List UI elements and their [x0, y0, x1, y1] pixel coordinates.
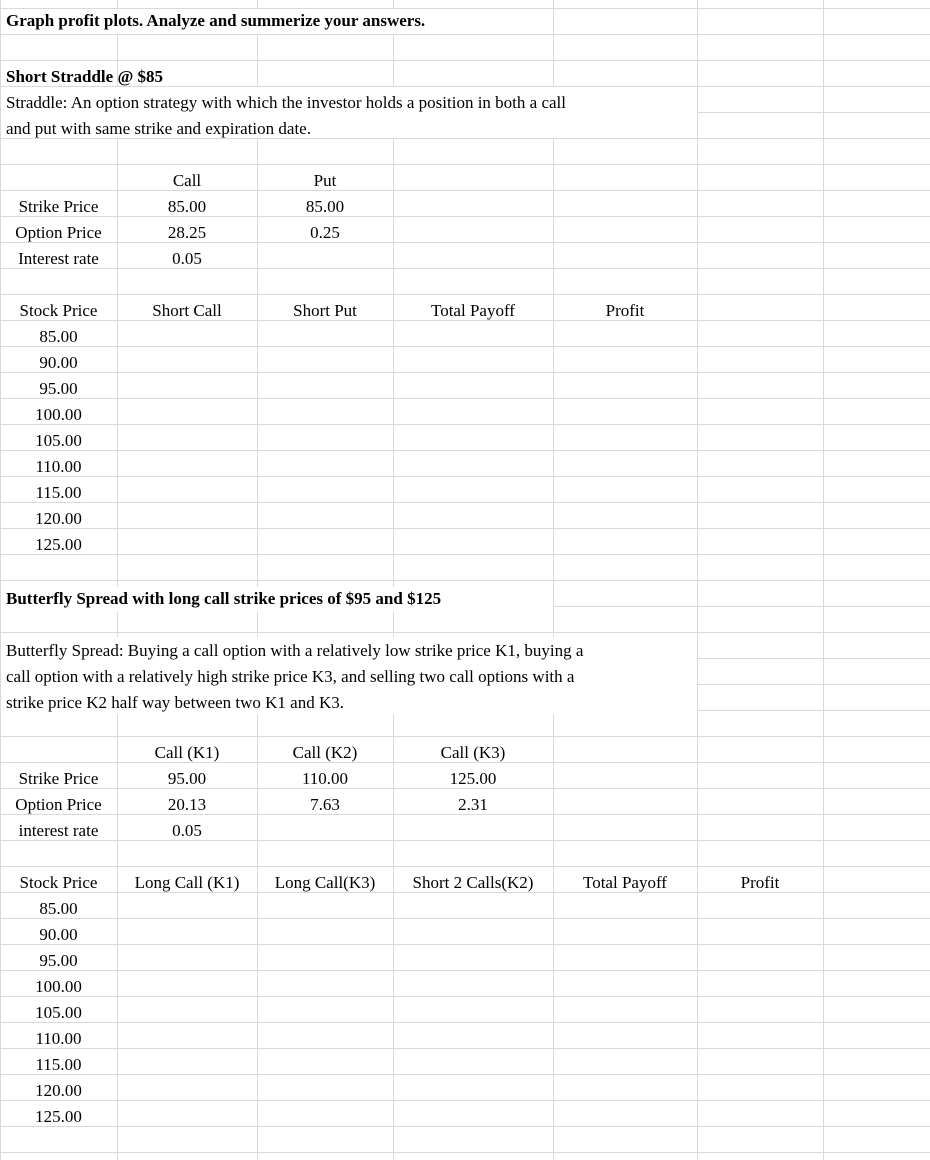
butterfly-k2-option-price[interactable]: 7.63 [310, 795, 340, 814]
butterfly-k1-strike[interactable]: 95.00 [167, 769, 207, 788]
butterfly-definition-line3: strike price K2 half way between two K1 and K3. [6, 693, 345, 712]
straddle-row-label: Strike Price [18, 197, 99, 216]
butterfly-stock-price[interactable]: 115.00 [35, 1055, 82, 1074]
straddle-stock-price[interactable]: 120.00 [35, 509, 82, 528]
butterfly-stock-price[interactable]: 85.00 [39, 899, 78, 918]
butterfly-k3-option-price[interactable]: 2.31 [458, 795, 488, 814]
straddle-stock-price[interactable]: 110.00 [35, 457, 82, 476]
straddle-stock-price[interactable]: 125.00 [35, 535, 82, 554]
butterfly-row-label: Strike Price [18, 769, 99, 788]
butterfly-stock-price[interactable]: 110.00 [35, 1029, 82, 1048]
butterfly-definition-line1: Butterfly Spread: Buying a call option with a relatively low strike price K1, buying a [6, 641, 584, 660]
butterfly-k2-strike[interactable]: 110.00 [301, 769, 349, 788]
straddle-stock-price[interactable]: 85.00 [39, 327, 78, 346]
butterfly-col-k1: Call (K1) [154, 743, 220, 762]
butterfly-k1-option-price[interactable]: 20.13 [167, 795, 207, 814]
straddle-definition-line1: Straddle: An option strategy with which the investor holds a position in both a call [6, 93, 566, 112]
straddle-stock-price[interactable]: 95.00 [39, 379, 78, 398]
butterfly-stock-price[interactable]: 105.00 [35, 1003, 82, 1022]
butterfly-stock-price[interactable]: 95.00 [39, 951, 78, 970]
straddle-header-short-put: Short Put [293, 301, 357, 320]
butterfly-col-k2: Call (K2) [292, 743, 358, 762]
straddle-put-option-price[interactable]: 0.25 [310, 223, 340, 242]
straddle-header-profit: Profit [605, 301, 645, 320]
straddle-heading: Short Straddle @ $85 [6, 67, 164, 86]
butterfly-interest-rate[interactable]: 0.05 [172, 821, 202, 840]
straddle-row-label: Option Price [15, 223, 102, 242]
butterfly-stock-price[interactable]: 100.00 [35, 977, 82, 996]
straddle-header-stock-price: Stock Price [19, 301, 98, 320]
straddle-row-label: Interest rate [18, 249, 99, 268]
straddle-stock-price[interactable]: 100.00 [35, 405, 82, 424]
straddle-call-option-price[interactable]: 28.25 [167, 223, 207, 242]
straddle-stock-price[interactable]: 105.00 [35, 431, 82, 450]
straddle-col-put: Put [313, 171, 337, 190]
butterfly-stock-price[interactable]: 125.00 [35, 1107, 82, 1126]
straddle-stock-price[interactable]: 90.00 [39, 353, 78, 372]
butterfly-header-total-payoff: Total Payoff [583, 873, 667, 892]
butterfly-definition-line2: call option with a relatively high strike price K3, and selling two call options with a [6, 667, 575, 686]
butterfly-row-label: Option Price [15, 795, 102, 814]
butterfly-header-long-call-k1: Long Call (K1) [134, 873, 240, 892]
straddle-interest-rate[interactable]: 0.05 [172, 249, 202, 268]
straddle-stock-price[interactable]: 115.00 [35, 483, 82, 502]
butterfly-k3-strike[interactable]: 125.00 [449, 769, 497, 788]
page-title: Graph profit plots. Analyze and summerize your answers. [6, 11, 426, 30]
straddle-col-call: Call [172, 171, 202, 190]
butterfly-col-k3: Call (K3) [440, 743, 506, 762]
butterfly-stock-price[interactable]: 90.00 [39, 925, 78, 944]
butterfly-stock-price[interactable]: 120.00 [35, 1081, 82, 1100]
straddle-header-short-call: Short Call [152, 301, 222, 320]
butterfly-heading: Butterfly Spread with long call strike prices of $95 and $125 [6, 589, 442, 608]
butterfly-header-long-call-k3: Long Call(K3) [274, 873, 376, 892]
straddle-header-total-payoff: Total Payoff [431, 301, 515, 320]
butterfly-header-profit: Profit [740, 873, 780, 892]
butterfly-header-short-calls-k2: Short 2 Calls(K2) [412, 873, 534, 892]
butterfly-row-label: interest rate [18, 821, 99, 840]
butterfly-header-stock-price: Stock Price [19, 873, 98, 892]
straddle-call-strike[interactable]: 85.00 [167, 197, 207, 216]
straddle-put-strike[interactable]: 85.00 [305, 197, 345, 216]
straddle-definition-line2: and put with same strike and expiration date. [6, 119, 311, 138]
